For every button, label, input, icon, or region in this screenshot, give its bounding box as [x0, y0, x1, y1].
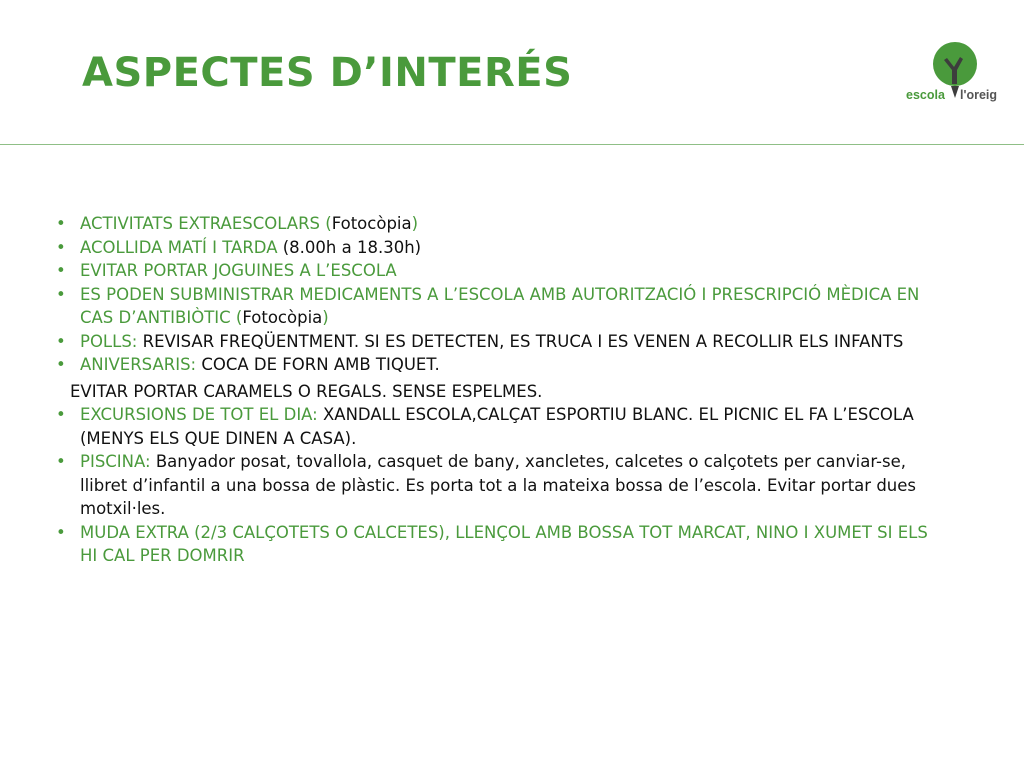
logo-text-escola: escola — [906, 88, 945, 102]
list-item-detail: Banyador posat, tovallola, casquet de bany, xancletes, calcetes o calçotets per canviar-se, llibret d’infantil a una bossa de plàstic. Es porta tot a la mateixa bossa de l’escola. Evitar portar dues motxil·les. — [80, 452, 916, 518]
list-item-detail: (8.00h a 18.30h) — [282, 237, 422, 257]
bullet-icon: • — [56, 452, 66, 471]
list-item-label: ) — [322, 308, 329, 327]
bullet-icon: • — [56, 355, 66, 374]
list-item — [54, 283, 934, 330]
list-item-label: ES PODEN SUBMINISTRAR MEDICAMENTS A L’ESCOLA AMB AUTORITZACIÓ I PRESCRIPCIÓ MÈDICA EN CAS D’ANTIBIÒTIC ( — [80, 284, 920, 327]
list-item-label: ACTIVITATS EXTRAESCOLARS ( — [80, 214, 332, 233]
bullet-icon: • — [56, 331, 66, 351]
list-item — [54, 377, 934, 404]
list-item-label: EXCURSIONS DE TOT EL DIA: — [80, 405, 323, 424]
list-item-label: ANIVERSARIS: — [80, 355, 202, 374]
list-item-label: PISCINA: — [80, 452, 156, 471]
bullet-icon: • — [56, 522, 66, 542]
list-item — [54, 236, 934, 260]
list-item-detail: COCA DE FORN AMB TIQUET. — [201, 355, 440, 374]
info-list — [54, 212, 934, 568]
list-item — [54, 353, 934, 377]
bullet-icon: • — [56, 261, 66, 280]
list-item-label: POLLS: — [80, 331, 143, 351]
list-item-detail: REVISAR FREQÜENTMENT. SI ES DETECTEN, ES TRUCA I ES VENEN A RECOLLIR ELS INFANTS — [142, 331, 904, 351]
list-item — [54, 521, 934, 568]
list-item-detail: Fotocòpia — [242, 308, 323, 327]
list-item — [54, 450, 934, 521]
header-divider — [0, 144, 1024, 145]
list-item-detail: Fotocòpia — [331, 214, 412, 233]
list-item-label: ACOLLIDA MATÍ I TARDA — [80, 237, 283, 257]
list-item — [54, 330, 934, 354]
list-item-detail: XANDALL ESCOLA,CALÇAT ESPORTIU BLANC. EL PICNIC EL FA L’ESCOLA (MENYS ELS QUE DINEN A CASA). — [80, 405, 914, 448]
bullet-icon: • — [56, 214, 66, 233]
list-item-text: EVITAR PORTAR CARAMELS O REGALS. SENSE ESPELMES. — [70, 381, 543, 401]
list-item — [54, 403, 934, 450]
list-item — [54, 212, 934, 236]
slide-title: ASPECTES D’INTERÉS — [82, 50, 573, 96]
bullet-icon: • — [56, 405, 66, 424]
bullet-icon: • — [56, 284, 66, 304]
tree-logo-icon — [902, 40, 1008, 120]
list-item-label: MUDA EXTRA (2/3 CALÇOTETS O CALCETES), LLENÇOL AMB BOSSA TOT MARCAT, NINO I XUMET SI ELS HI CAL PER DOMRIR — [80, 522, 928, 565]
list-item-label: ) — [411, 214, 419, 233]
school-logo — [902, 40, 1008, 120]
list-item — [54, 259, 934, 283]
bullet-icon: • — [56, 237, 66, 257]
list-item-label: EVITAR PORTAR JOGUINES A L’ESCOLA — [80, 261, 397, 280]
logo-text-oreig: l'oreig — [960, 88, 998, 102]
